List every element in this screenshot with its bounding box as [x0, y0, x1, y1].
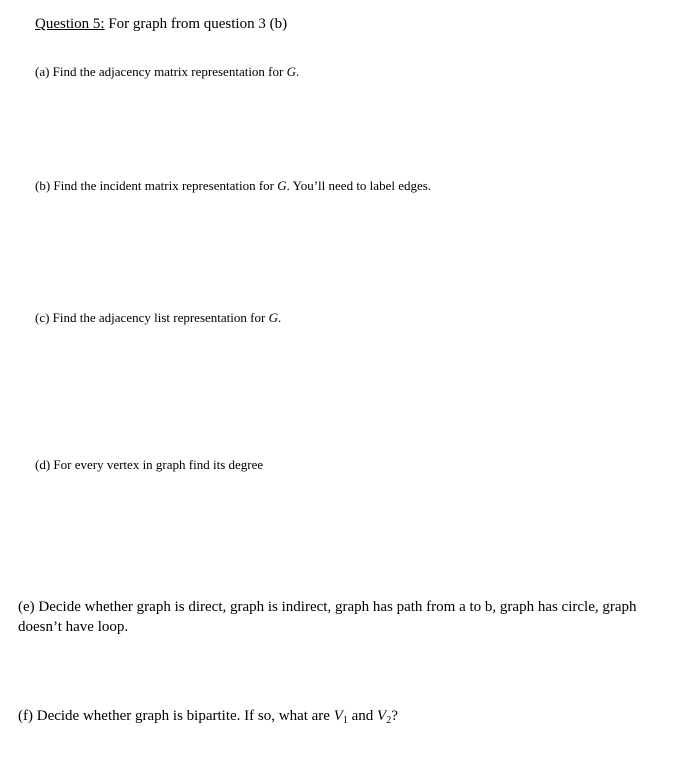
part-a-prefix: (a) Find the adjacency matrix representation for	[35, 64, 287, 79]
part-f-v2-sub: 2	[386, 715, 392, 726]
part-a-suffix: .	[295, 64, 300, 79]
part-f	[18, 708, 398, 725]
part-f-v1-sub: 1	[342, 715, 348, 726]
part-c-suffix: .	[277, 310, 282, 325]
question-title-text: For graph from question 3 (b)	[104, 16, 288, 32]
part-f-v1: V	[333, 708, 343, 724]
part-f-prefix: (f) Decide whether graph is bipartite. If so, what are	[18, 708, 334, 724]
part-f-middle: and	[347, 708, 378, 724]
part-f-v2: V	[377, 708, 387, 724]
question-title	[35, 16, 287, 33]
part-b	[35, 178, 431, 194]
part-c	[35, 310, 281, 326]
part-c-prefix: (c) Find the adjacency list representation for	[35, 310, 269, 325]
part-a-var: G	[286, 64, 296, 79]
part-f-suffix: ?	[391, 708, 398, 724]
part-a	[35, 64, 299, 80]
part-c-var: G	[268, 310, 278, 325]
part-e: (e) Decide whether graph is direct, graph is indirect, graph has path from a to b, graph has circle, graph doesn’t have loop.	[18, 599, 637, 635]
part-b-suffix: . You’ll need to label edges.	[286, 178, 432, 193]
part-b-prefix: (b) Find the incident matrix representation for	[35, 178, 278, 193]
question-number: Question 5:	[35, 16, 105, 32]
part-d: (d) For every vertex in graph find its degree	[35, 457, 264, 472]
part-b-var: G	[277, 178, 287, 193]
